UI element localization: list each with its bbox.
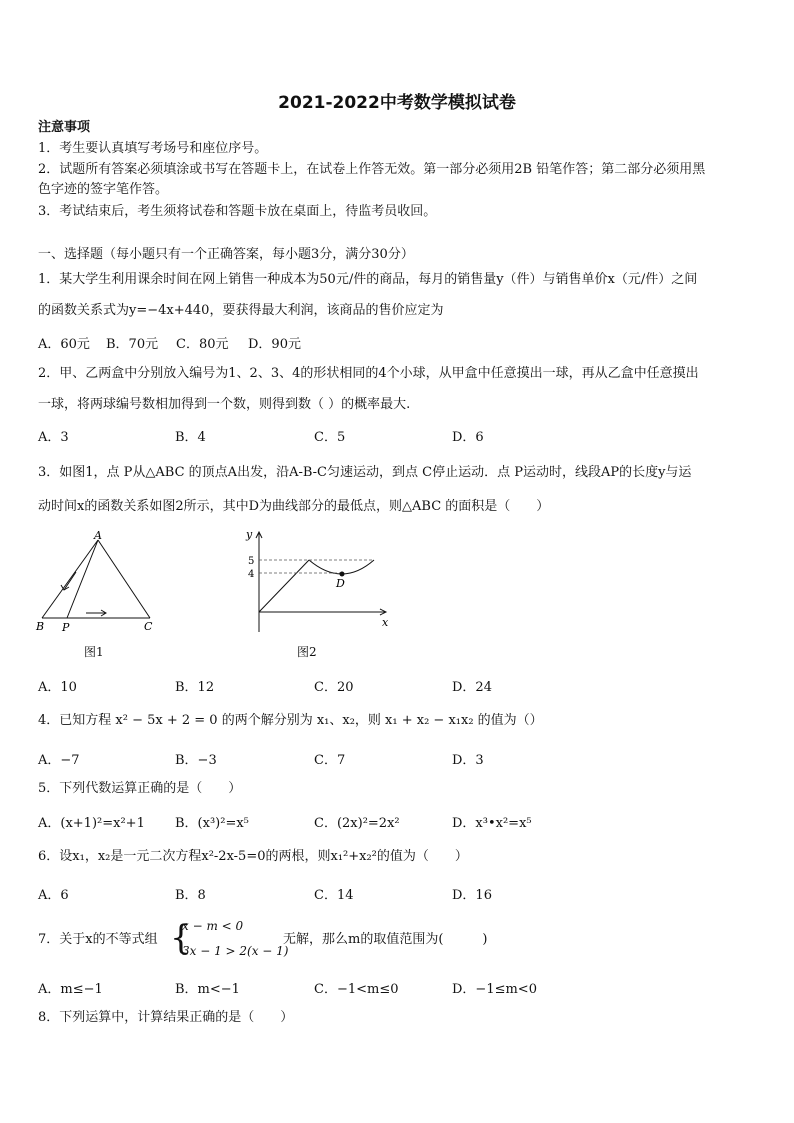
question-7-options (38, 978, 758, 996)
option-d: D．16 (452, 888, 492, 903)
option-d: D．x³•x²=x⁵ (452, 816, 532, 831)
option-b: B．m<−1 (175, 982, 240, 997)
section-heading: 一、选择题（每小题只有一个正确答案，每小题3分，满分30分） (38, 247, 414, 262)
notice-item: 色字迹的签字笔作答。 (38, 182, 169, 197)
question-1-options (38, 333, 758, 351)
notice-item: 1．考生要认真填写考场号和座位序号。 (38, 141, 268, 156)
question-6-options (38, 884, 758, 902)
linear-segment (259, 560, 309, 612)
option-a: A．m≤−1 (38, 982, 103, 997)
option-d: D．24 (452, 680, 492, 695)
option-c: C．14 (314, 888, 354, 903)
side-ab (42, 540, 98, 618)
option-a: A．(x+1)²=x²+1 (38, 816, 145, 831)
question-1-line-1: 1．某大学生利用课余时间在网上销售一种成本为50元/件的商品，每月的销售量y（件）与销售单价x（元/件）之间 (38, 272, 698, 287)
question-7-suffix: 无解，那么m的取值范围为( ) (283, 932, 488, 947)
option-c: C．−1<m≤0 (314, 982, 399, 997)
figure-2-caption: 图2 (297, 645, 317, 659)
option-b: B．4 (175, 430, 206, 445)
option-d: D．3 (452, 753, 484, 768)
question-6: 6．设x₁，x₂是一元二次方程x²-2x-5=0的两根，则x₁²+x₂²的值为（ ） (38, 849, 468, 864)
option-b: B．(x³)²=x⁵ (175, 816, 249, 831)
option-b: B．12 (175, 680, 215, 695)
option-a: A．−7 (38, 753, 80, 768)
inequality-brace: { (170, 918, 192, 958)
question-2-options (38, 426, 758, 444)
question-5-options (38, 812, 758, 830)
inequality-2: 3x − 1 > 2(x − 1) (182, 944, 289, 958)
question-7-prefix: 7．关于x的不等式组 (38, 932, 158, 947)
option-c: C．(2x)²=2x² (314, 816, 400, 831)
label-b: B (36, 620, 45, 633)
inequality-1: x − m < 0 (182, 919, 244, 933)
figure-1-triangle (34, 530, 164, 640)
question-4: 4．已知方程 x² − 5x + 2 = 0 的两个解分别为 x₁、x₂，则 x₁ + x₂ − x₁x₂ 的值为（） (38, 713, 543, 728)
label-p: P (62, 621, 70, 634)
tick-label-4: 4 (248, 569, 255, 580)
figure-1-caption: 图1 (84, 645, 104, 659)
side-ac (98, 540, 150, 618)
option-b: B．−3 (175, 753, 217, 768)
tick-label-5: 5 (248, 556, 255, 567)
option-a: A．10 (38, 680, 77, 695)
question-3-line-2: 动时间x的函数关系如图2所示，其中D为曲线部分的最低点，则△ABC 的面积是（ ） (38, 499, 550, 514)
x-axis-label: x (382, 616, 389, 629)
question-2-line-2: 一球，将两球编号数相加得到一个数，则得到数（ ）的概率最大. (38, 397, 411, 412)
option-c: C．20 (314, 680, 354, 695)
option-d: D．−1≤m<0 (452, 982, 537, 997)
option-d: D．6 (452, 430, 484, 445)
option-c: C．80元 (176, 337, 229, 352)
point-d-label: D (336, 577, 345, 590)
notice-item: 2．试题所有答案必须填涂或书写在答题卡上，在试卷上作答无效。第一部分必须用2B 铅笔作答；第二部分必须用黑 (38, 162, 706, 177)
arrow-ab (64, 572, 76, 590)
label-c: C (144, 620, 153, 633)
label-a: A (94, 530, 102, 542)
option-a: A．3 (38, 430, 69, 445)
option-d: D．90元 (248, 337, 301, 352)
question-5: 5．下列代数运算正确的是（ ） (38, 781, 242, 796)
notice-heading: 注意事项 (38, 120, 91, 135)
point-d-dot (340, 572, 345, 577)
notice-item: 3．考试结束后，考生须将试卷和答题卡放在桌面上，待监考员收回。 (38, 204, 437, 219)
question-3-options (38, 676, 758, 694)
y-axis-label: y (246, 528, 253, 541)
question-8: 8．下列运算中，计算结果正确的是（ ） (38, 1010, 294, 1025)
option-c: C．5 (314, 430, 346, 445)
option-a: A．60元 (38, 337, 90, 352)
option-c: C．7 (314, 753, 346, 768)
question-1-line-2: 的函数关系式为y=−4x+440，要获得最大利润，该商品的售价应定为 (38, 303, 444, 318)
page-title: 2021-2022中考数学模拟试卷 (278, 93, 516, 113)
option-a: A．6 (38, 888, 69, 903)
question-3-line-1: 3．如图1，点 P从△ABC 的顶点A出发，沿A-B-C匀速运动，到点 C停止运动．点 P运动时，线段AP的长度y与运 (38, 465, 692, 480)
figure-2-graph (232, 524, 397, 636)
question-4-options (38, 749, 758, 767)
option-b: B．70元 (106, 337, 159, 352)
option-b: B．8 (175, 888, 206, 903)
question-2-line-1: 2．甲、乙两盒中分别放入编号为1、2、3、4的形状相同的4个小球，从甲盒中任意摸出一球，再从乙盒中任意摸出 (38, 366, 699, 381)
